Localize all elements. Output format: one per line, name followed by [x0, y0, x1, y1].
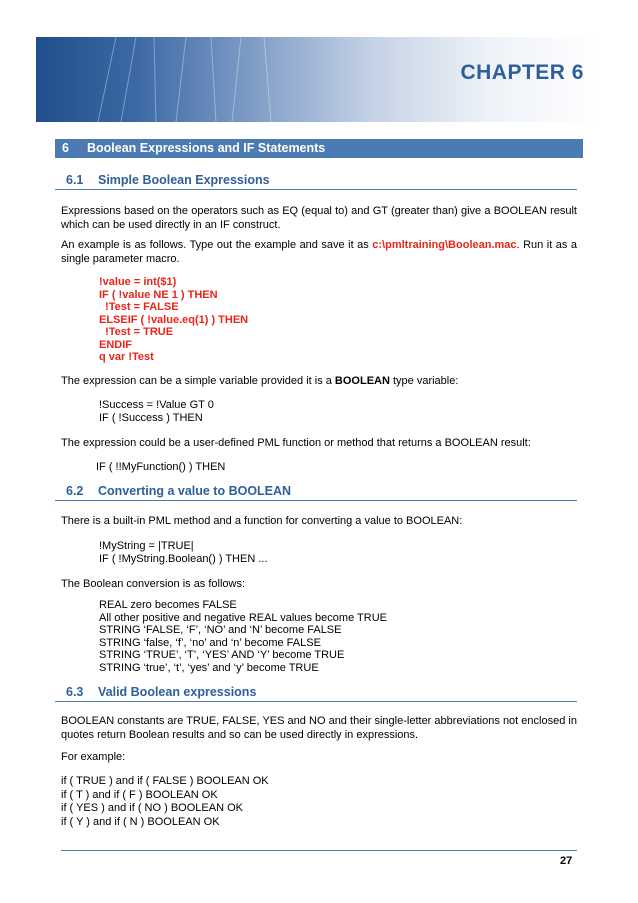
subsection-heading-6-1 — [55, 173, 577, 190]
subsection-number: 6.2 — [66, 484, 84, 498]
code-block-conversion — [99, 540, 268, 565]
footer-rule — [61, 850, 577, 851]
paragraph: There is a built-in PML method and a function for converting a value to BOOLEAN: — [61, 515, 463, 527]
example-line: if ( YES ) and if ( NO ) BOOLEAN OK — [61, 802, 243, 814]
chapter-banner — [36, 37, 602, 122]
paragraph — [61, 374, 577, 388]
code-line: !Success = !Value GT 0 — [99, 399, 214, 411]
example-lines — [61, 775, 577, 829]
example-line: if ( T ) and if ( F ) BOOLEAN OK — [61, 788, 218, 801]
list-item: STRING ‘TRUE’, ‘T’, ‘YES’ AND ‘Y’ become TRUE — [99, 649, 345, 661]
code-block-variable — [99, 399, 214, 424]
code-block-function — [96, 461, 225, 474]
paragraph: BOOLEAN constants are TRUE, FALSE, YES and NO and their single-letter abbreviations not enclosed in quotes return Boolean results and so can be used directly in expressions. — [61, 715, 577, 741]
example-line: if ( Y ) and if ( N ) BOOLEAN OK — [61, 815, 220, 828]
subsection-number: 6.1 — [66, 173, 84, 187]
subsection-title: Simple Boolean Expressions — [98, 173, 270, 187]
code-line: ELSEIF ( !value.eq(1) ) THEN — [99, 313, 249, 326]
code-line: IF ( !MyString.Boolean() ) THEN ... — [99, 552, 268, 565]
chapter-title: CHAPTER 6 — [460, 61, 584, 84]
code-line: !value = int($1) — [99, 276, 177, 288]
conversion-list — [99, 599, 387, 674]
paragraph: The Boolean conversion is as follows: — [61, 578, 246, 590]
code-line: ENDIF — [99, 338, 132, 351]
subsection-heading-6-2 — [55, 484, 577, 501]
section-number: 6 — [62, 141, 69, 155]
code-line: IF ( !Success ) THEN — [99, 411, 203, 424]
code-block-macro — [99, 276, 248, 364]
subsection-heading-6-3 — [55, 685, 577, 702]
text: . Run it as a single parameter macro. — [61, 239, 577, 265]
list-item: STRING ‘true’, ‘t’, ‘yes’ and ‘y’ become TRUE — [99, 661, 319, 674]
list-item: All other positive and negative REAL values become TRUE — [99, 611, 387, 624]
code-line: IF ( !!MyFunction() ) THEN — [96, 461, 226, 473]
paragraph: Expressions based on the operators such as EQ (equal to) and GT (greater than) give a BOOLEAN result which can be used directly in an IF construct. — [61, 205, 577, 231]
list-item: STRING ‘false, ‘f’, ‘no’ and ‘n’ become FALSE — [99, 636, 321, 649]
subsection-number: 6.3 — [66, 685, 84, 699]
paragraph-example — [61, 238, 577, 266]
subsection-title: Valid Boolean expressions — [98, 685, 257, 699]
text: type variable: — [389, 375, 459, 387]
example-line: if ( TRUE ) and if ( FALSE ) BOOLEAN OK — [61, 775, 269, 787]
list-item: STRING ‘FALSE, ‘F’, ‘NO’ and ‘N’ become FALSE — [99, 624, 342, 636]
code-line: !MyString = |TRUE| — [99, 540, 194, 552]
code-line: !Test = FALSE — [99, 301, 179, 313]
file-path: c:\pmltraining\Boolean.mac — [372, 239, 517, 251]
code-line: q var !Test — [99, 351, 154, 363]
subsection-title: Converting a value to BOOLEAN — [98, 484, 292, 498]
paragraph: For example: — [61, 751, 126, 763]
list-item: REAL zero becomes FALSE — [99, 599, 237, 611]
section-heading — [55, 139, 583, 158]
paragraph: The expression could be a user-defined PML function or method that returns a BOOLEAN result: — [61, 437, 531, 449]
page-number: 27 — [560, 855, 573, 867]
text: The expression can be a simple variable provided it is a — [61, 375, 335, 387]
code-line: IF ( !value NE 1 ) THEN — [99, 288, 218, 301]
text: An example is as follows. Type out the example and save it as — [61, 239, 373, 251]
code-line: !Test = TRUE — [99, 326, 174, 338]
bold-text: BOOLEAN — [334, 375, 390, 387]
section-title: Boolean Expressions and IF Statements — [87, 141, 326, 155]
